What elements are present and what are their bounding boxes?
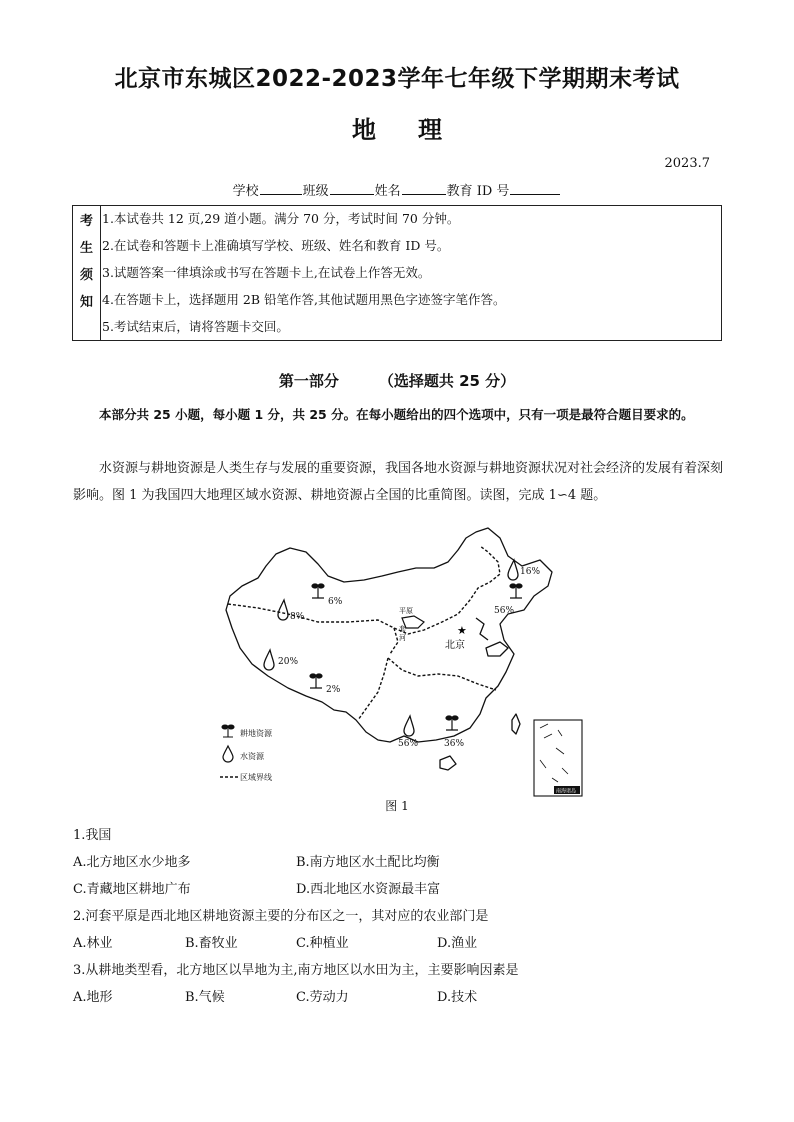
bohai-coast [476,618,488,640]
hetao-label-1: 平原 [399,607,413,615]
hetao-label-2: 套 [399,625,406,633]
notice-char: 须 [79,268,93,283]
section-part: 第一部分 [278,372,339,390]
id-label: 教育 ID 号 [446,184,510,199]
map-legend [220,725,273,782]
notice-item: 5.考试结束后，请将答题卡交回。 [102,319,289,334]
beijing-star-icon: ★ [457,624,467,637]
school-label: 学校 [232,184,259,199]
answer-option: D.渔业 [437,936,478,951]
beijing-label: 北京 [445,640,465,651]
china-region-map [218,524,586,800]
exam-notice-box [72,205,722,341]
china-outline [226,528,552,742]
answer-option: C.种植业 [296,936,349,951]
notice-item: 3.试题答案一律填涂或书写在答题卡上,在试卷上作答无效。 [102,265,431,280]
legend-boundary-label: 区域界线 [240,773,272,782]
south-arable-value: 36% [444,739,465,749]
tibet-water-value: 20% [278,657,299,667]
section-desc: （选择题共 25 分） [378,372,516,390]
question-stem: 2.河套平原是西北地区耕地资源主要的分布区之一，其对应的农业部门是 [73,909,489,924]
tibet-boundary-line [358,658,388,720]
intro-paragraph: 水资源与耕地资源是人类生存与发展的重要资源，我国各地水资源与耕地资源状况对社会经济的发展有着深刻影响。图 1 为我国四大地理区域水资源、耕地资源占全国的比重简图。读图，完成 1∽4 题。 [73,461,724,503]
section-heading [0,370,794,391]
south-china-sea-inset [534,720,582,796]
answer-option: C.青藏地区耕地广布 [73,882,191,897]
answer-option: B.气候 [185,990,225,1005]
ne-water-value: 16% [520,567,541,577]
answer-option: D.技术 [437,990,478,1005]
answer-option: A.林业 [73,936,113,951]
hainan-island [440,756,456,770]
legend-drop-icon [223,746,233,762]
south-water-value: 56% [398,739,419,749]
exam-date: 2023.7 [664,156,710,171]
student-info-fields [0,180,794,199]
water-drop-icon [264,560,518,736]
class-blank [330,182,374,195]
legend-seedling-icon [222,725,234,737]
exam-title: 北京市东城区2022-2023学年七年级下学期期末考试 [114,66,680,92]
ne-arable-value: 56% [494,606,515,616]
answer-option: D.西北地区水资源最丰富 [296,882,441,897]
name-label: 姓名 [374,184,401,199]
notice-side-label [73,206,101,340]
notice-char: 生 [79,241,93,256]
notice-item: 2.在试卷和答题卡上准确填写学校、班级、姓名和教育 ID 号。 [102,238,450,253]
legend-arable-label: 耕地资源 [240,729,272,738]
nw-boundary-line [228,546,500,634]
notice-item: 4.在答题卡上，选择题用 2B 铅笔作答,其他试题用黑色字迹签字笔作答。 [102,292,506,307]
taiwan-island [512,714,520,734]
answer-option: B.南方地区水土配比均衡 [296,855,440,870]
shandong-outline [486,642,508,656]
notice-char: 知 [79,295,93,310]
northwest-east-line [390,628,398,654]
nw-arable-value: 6% [328,597,343,607]
hetao-label-3: 河 [399,634,406,642]
class-label: 班级 [302,184,329,199]
answer-option: A.地形 [73,990,113,1005]
school-blank [260,182,302,195]
answer-option: B.畜牧业 [185,936,238,951]
north-south-line [388,658,496,690]
tibet-arable-value: 2% [326,685,341,695]
id-blank [510,182,560,195]
inset-label: 南海诸岛 [556,788,577,795]
nw-water-value: 8% [290,612,305,622]
legend-water-label: 水资源 [240,752,264,761]
question-stem: 3.从耕地类型看，北方地区以旱地为主,南方地区以水田为主，主要影响因素是 [73,963,519,978]
notice-char: 考 [79,214,93,229]
notice-item: 1.本试卷共 12 页,29 道小题。满分 70 分，考试时间 70 分钟。 [102,211,460,226]
answer-option: C.劳动力 [296,990,349,1005]
answer-option: A.北方地区水少地多 [73,855,191,870]
subject-title: 地理 [352,116,484,144]
question-stem: 1.我国 [73,828,112,843]
name-blank [402,182,446,195]
figure-caption: 图 1 [385,799,409,813]
section-instructions: 本部分共 25 小题，每小题 1 分，共 25 分。在每小题给出的四个选项中，只有一项是最符合题目要求的。 [99,407,694,422]
